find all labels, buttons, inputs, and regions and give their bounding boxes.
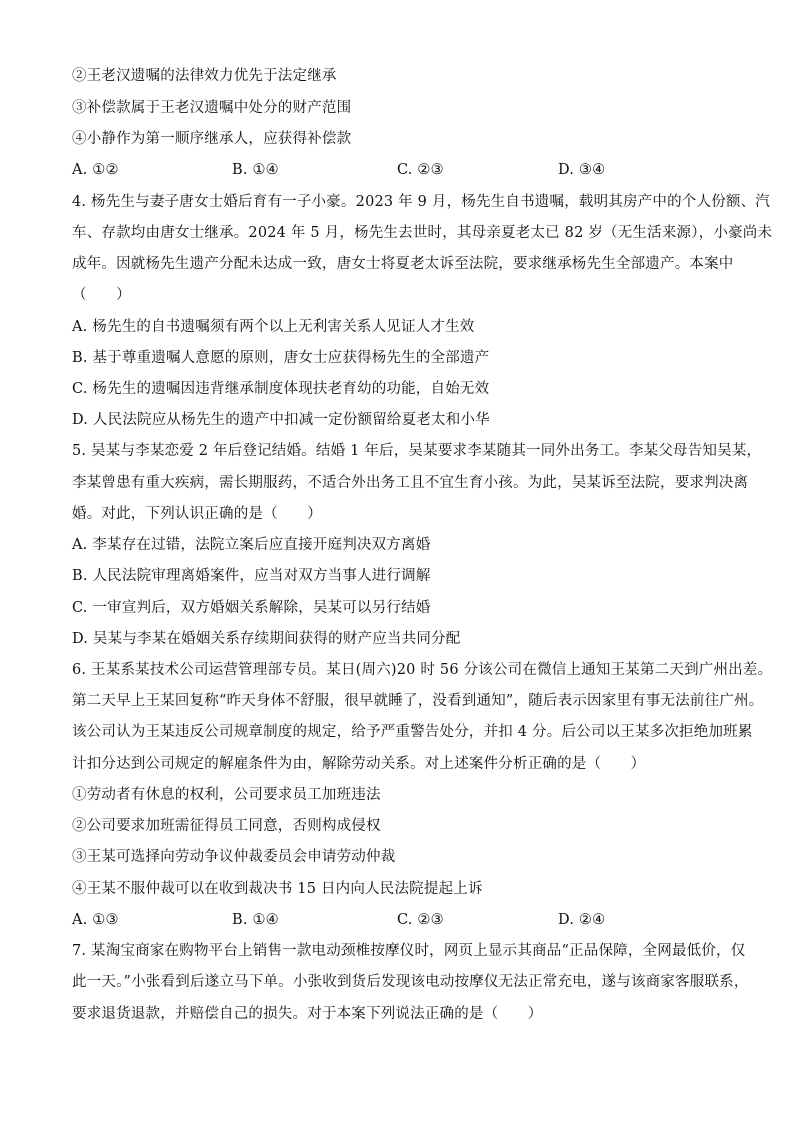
q6-stem-line: 计扣分达到公司规定的解雇条件为由，解除劳动关系。对上述案件分析正确的是（ ）: [72, 756, 646, 772]
q3-option-b[interactable]: B. ①④: [232, 162, 279, 178]
q3-option-d[interactable]: D. ③④: [558, 162, 606, 178]
q6-statement: ③王某可选择向劳动争议仲裁委员会申请劳动仲裁: [72, 849, 396, 865]
q6-option-b[interactable]: B. ①④: [232, 912, 279, 928]
q6-option-c[interactable]: C. ②③: [397, 912, 444, 928]
q4-option-c[interactable]: C. 杨先生的遗嘱因违背继承制度体现扶老育幼的功能，自始无效: [72, 381, 490, 397]
q6-option-d[interactable]: D. ②④: [558, 912, 606, 928]
q3-option-a[interactable]: A. ①②: [72, 162, 119, 178]
q7-stem-line: 此一天。”小张看到后遂立马下单。小张收到货后发现该电动按摩仪无法正常充电，遂与该商家客服联系，: [72, 974, 749, 990]
q3-option-c[interactable]: C. ②③: [397, 162, 444, 178]
q4-stem-line: 4. 杨先生与妻子唐女士婚后育有一子小豪。2023 年 9 月，杨先生自书遗嘱，载明其房产中的个人份额、汽: [72, 194, 770, 210]
q4-stem-line: 成年。因就杨先生遗产分配未达成一致，唐女士将夏老太诉至法院，要求继承杨先生全部遗产。本案中: [72, 256, 734, 272]
q6-option-a[interactable]: A. ①③: [72, 912, 119, 928]
q5-option-a[interactable]: A. 李某存在过错，法院立案后应直接开庭判决双方离婚: [72, 537, 431, 553]
q4-stem-line: 车、存款均由唐女士继承。2024 年 5 月，杨先生去世时，其母亲夏老太已 82 岁（无生活来源），小豪尚未: [72, 225, 773, 241]
q5-option-b[interactable]: B. 人民法院审理离婚案件，应当对双方当事人进行调解: [72, 568, 431, 584]
q3-statement: ④小静作为第一顺序继承人，应获得补偿款: [72, 131, 352, 147]
q4-option-a[interactable]: A. 杨先生的自书遗嘱须有两个以上无利害关系人见证人才生效: [72, 319, 475, 335]
q4-option-b[interactable]: B. 基于尊重遗嘱人意愿的原则，唐女士应获得杨先生的全部遗产: [72, 350, 490, 366]
q6-stem-line: 该公司认为王某违反公司规章制度的规定，给予严重警告处分，并扣 4 分。后公司以王某多次拒绝加班累: [72, 724, 753, 740]
q6-statement: ②公司要求加班需征得员工同意，否则构成侵权: [72, 818, 381, 834]
q4-answer-blank: （ ）: [72, 287, 131, 303]
q5-option-d[interactable]: D. 吴某与李某在婚姻关系存续期间获得的财产应当共同分配: [72, 631, 461, 647]
q6-statement: ④王某不服仲裁可以在收到裁决书 15 日内向人民法院提起上诉: [72, 881, 483, 897]
q5-stem-line: 李某曾患有重大疾病，需长期服药，不适合外出务工且不宜生育小孩。为此，吴某诉至法院，要求判决离: [72, 475, 749, 491]
q6-stem-line: 第二天早上王某回复称“昨天身体不舒服，很早就睡了，没看到通知”，随后表示因家里有事无法前往广州。: [72, 693, 764, 709]
q7-stem-line: 7. 某淘宝商家在购物平台上销售一款电动颈椎按摩仪时，网页上显示其商品“正品保障，全网最低价，仅: [72, 943, 746, 959]
q3-statement: ③补偿款属于王老汉遗嘱中处分的财产范围: [72, 100, 352, 116]
q5-option-c[interactable]: C. 一审宣判后，双方婚姻关系解除，吴某可以另行结婚: [72, 600, 431, 616]
q6-stem-line: 6. 王某系某技术公司运营管理部专员。某日(周六)20 时 56 分该公司在微信上通知王某第二天到广州出差。: [72, 662, 773, 678]
q4-option-d[interactable]: D. 人民法院应从杨先生的遗产中扣减一定份额留给夏老太和小华: [72, 412, 490, 428]
q6-statement: ①劳动者有休息的权利，公司要求员工加班违法: [72, 787, 381, 803]
q5-stem-line: 婚。对此，下列认识正确的是（ ）: [72, 506, 322, 522]
q7-stem-line: 要求退货退款，并赔偿自己的损失。对于本案下列说法正确的是（ ）: [72, 1006, 543, 1022]
q3-statement: ②王老汉遗嘱的法律效力优先于法定继承: [72, 68, 337, 84]
q5-stem-line: 5. 吴某与李某恋爱 2 年后登记结婚。结婚 1 年后，吴某要求李某随其一同外出务工。李某父母告知吴某，: [72, 443, 762, 459]
